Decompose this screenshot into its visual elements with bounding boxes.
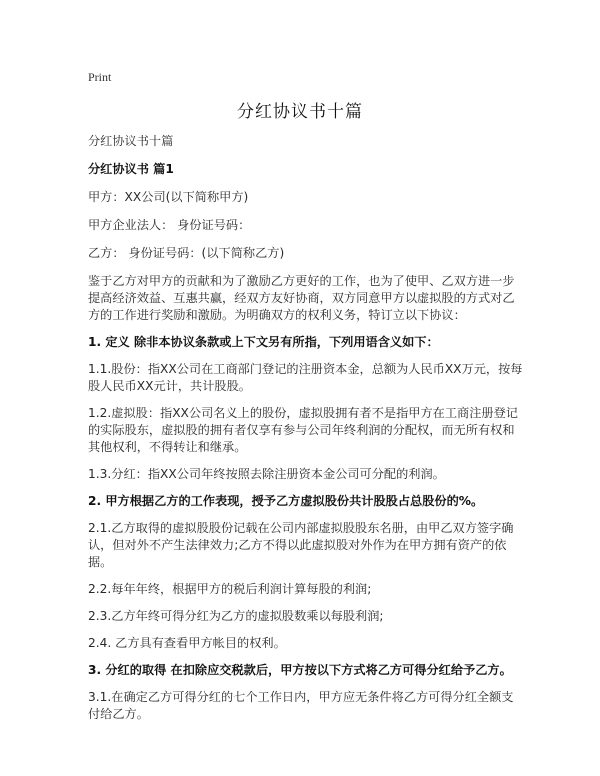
clause-1-1: 1.1.股份：指XX公司在工商部门登记的注册资本金，总额为人民币XX万元，按每股人民币XX元计，共计股股。 [88,362,523,393]
intro-paragraph: 鉴于乙方对甲方的贡献和为了激励乙方更好的工作，也为了使甲、乙双方进一步提高经济效益、互惠共赢，经双方友好协商，双方同意甲方以虚拟股的方式对乙方的工作进行奖励和激励。为明确双方的权利义务，特订立以下协议： [88,274,515,322]
clause-1-2: 1.2.虚拟股：指XX公司名义上的股份，虚拟股拥有者不是指甲方在工商注册登记的实际股东，虚拟股的拥有者仅享有参与公司年终利润的分配权，而无所有权和其他权利，不得转让和继承。 [88,406,518,454]
document-body [88,133,524,723]
clause-3-1: 3.1.在确定乙方可得分红的七个工作日内，甲方应无条件将乙方可得分红全额支付给乙方。 [88,690,514,721]
section-title: 分红协议书 篇1 [88,162,174,176]
party-a-line: 甲方：XX公司(以下简称甲方) [88,190,249,204]
clause-2-4: 2.4. 乙方具有查看甲方帐目的权利。 [88,636,286,650]
print-label: Print [88,70,112,84]
clause-2-heading: 2. 甲方根据乙方的工作表现，授予乙方虚拟股份共计股股占总股份的%。 [88,494,484,508]
page-title: 分红协议书十篇 [237,102,363,122]
party-b-line: 乙方： 身份证号码：(以下简称乙方) [88,246,285,260]
clause-2-3: 2.3.乙方年终可得分红为乙方的虚拟股数乘以每股利润; [88,609,384,623]
clause-2-1: 2.1.乙方取得的虚拟股股份记载在公司内部虚拟股股东名册，由甲乙双方签字确认，但对外不产生法律效力;乙方不得以此虚拟股对外作为在甲方拥有资产的依据。 [88,521,514,569]
clause-1-heading: 1. 定义 除非本协议条款或上下文另有所指，下列用语含义如下： [88,335,439,349]
clause-3-heading: 3. 分红的取得 在扣除应交税款后，甲方按以下方式将乙方可得分红给予乙方。 [88,663,512,677]
document-subtitle: 分红协议书十篇 [88,134,174,148]
clause-1-3: 1.3.分红：指XX公司年终按照去除注册资本金公司可分配的利润。 [88,467,445,481]
party-a-representative-line: 甲方企业法人： 身份证号码： [88,218,251,232]
clause-2-2: 2.2.每年年终，根据甲方的税后利润计算每股的利润; [88,582,372,596]
